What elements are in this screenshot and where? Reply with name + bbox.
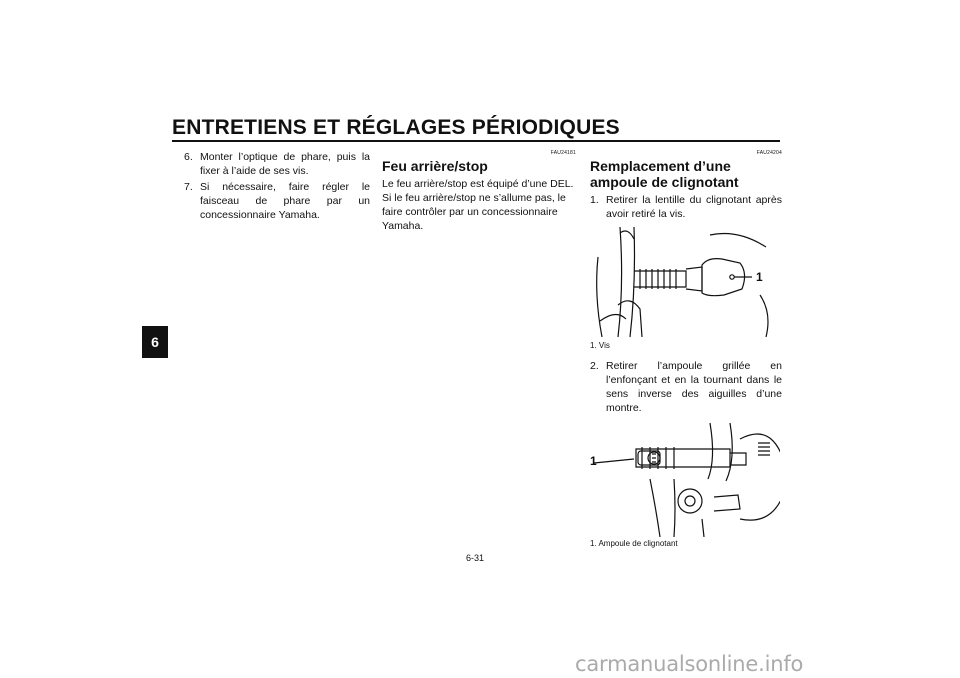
step-text: Si nécessaire, faire régler le faisceau de phare par un concessionnaire Yamaha. [200, 181, 370, 221]
step-text: Retirer l’ampoule grillée en l’enfonçant et en la tournant dans le sens inverse des aiguilles d’une montre. [606, 360, 782, 414]
step-number: 6. [184, 151, 193, 163]
step-item [590, 193, 782, 221]
reference-code: FAU24204 [756, 150, 782, 156]
step-item [184, 180, 370, 222]
figure-callout: 1 [756, 270, 763, 284]
reference-code: FAU24181 [550, 150, 576, 156]
section-heading-tail-light: Feu arrière/stop [382, 158, 488, 174]
column-2 [382, 150, 576, 233]
step-number: 2. [590, 360, 599, 372]
figure-caption: 1. Ampoule de clignotant [590, 539, 678, 548]
step-list [590, 359, 782, 415]
page-number: 6-31 [466, 553, 485, 563]
step-text: Monter l’optique de phare, puis la fixer à l’aide de ses vis. [200, 151, 370, 177]
watermark-link[interactable]: carmanualsonline.info [575, 652, 804, 676]
step-list [590, 193, 782, 221]
step-text: Retirer la lentille du clignotant après avoir retiré la vis. [606, 194, 782, 220]
turn-signal-lens-illustration [590, 225, 780, 339]
step-number: 7. [184, 181, 193, 193]
column-1 [184, 150, 370, 224]
turn-signal-bulb-illustration [590, 419, 780, 537]
step-list [184, 150, 370, 222]
section-heading-turn-signal: Remplacement d’une ampoule de clignotant [590, 158, 739, 190]
column-3 [590, 150, 782, 549]
paragraph: Si le feu arrière/stop ne s’allume pas, le faire contrôler par un concessionnaire Yamaha. [382, 192, 566, 232]
title-rule [172, 140, 780, 142]
step-number: 1. [590, 194, 599, 206]
step-item [184, 150, 370, 178]
chapter-tab: 6 [142, 326, 168, 358]
paragraph: Le feu arrière/stop est équipé d’une DEL. [382, 178, 574, 190]
page-title: ENTRETIENS ET RÉGLAGES PÉRIODIQUES [172, 116, 620, 139]
step-item [590, 359, 782, 415]
figure-caption: 1. Vis [590, 341, 610, 350]
figure-callout: 1 [590, 454, 597, 468]
